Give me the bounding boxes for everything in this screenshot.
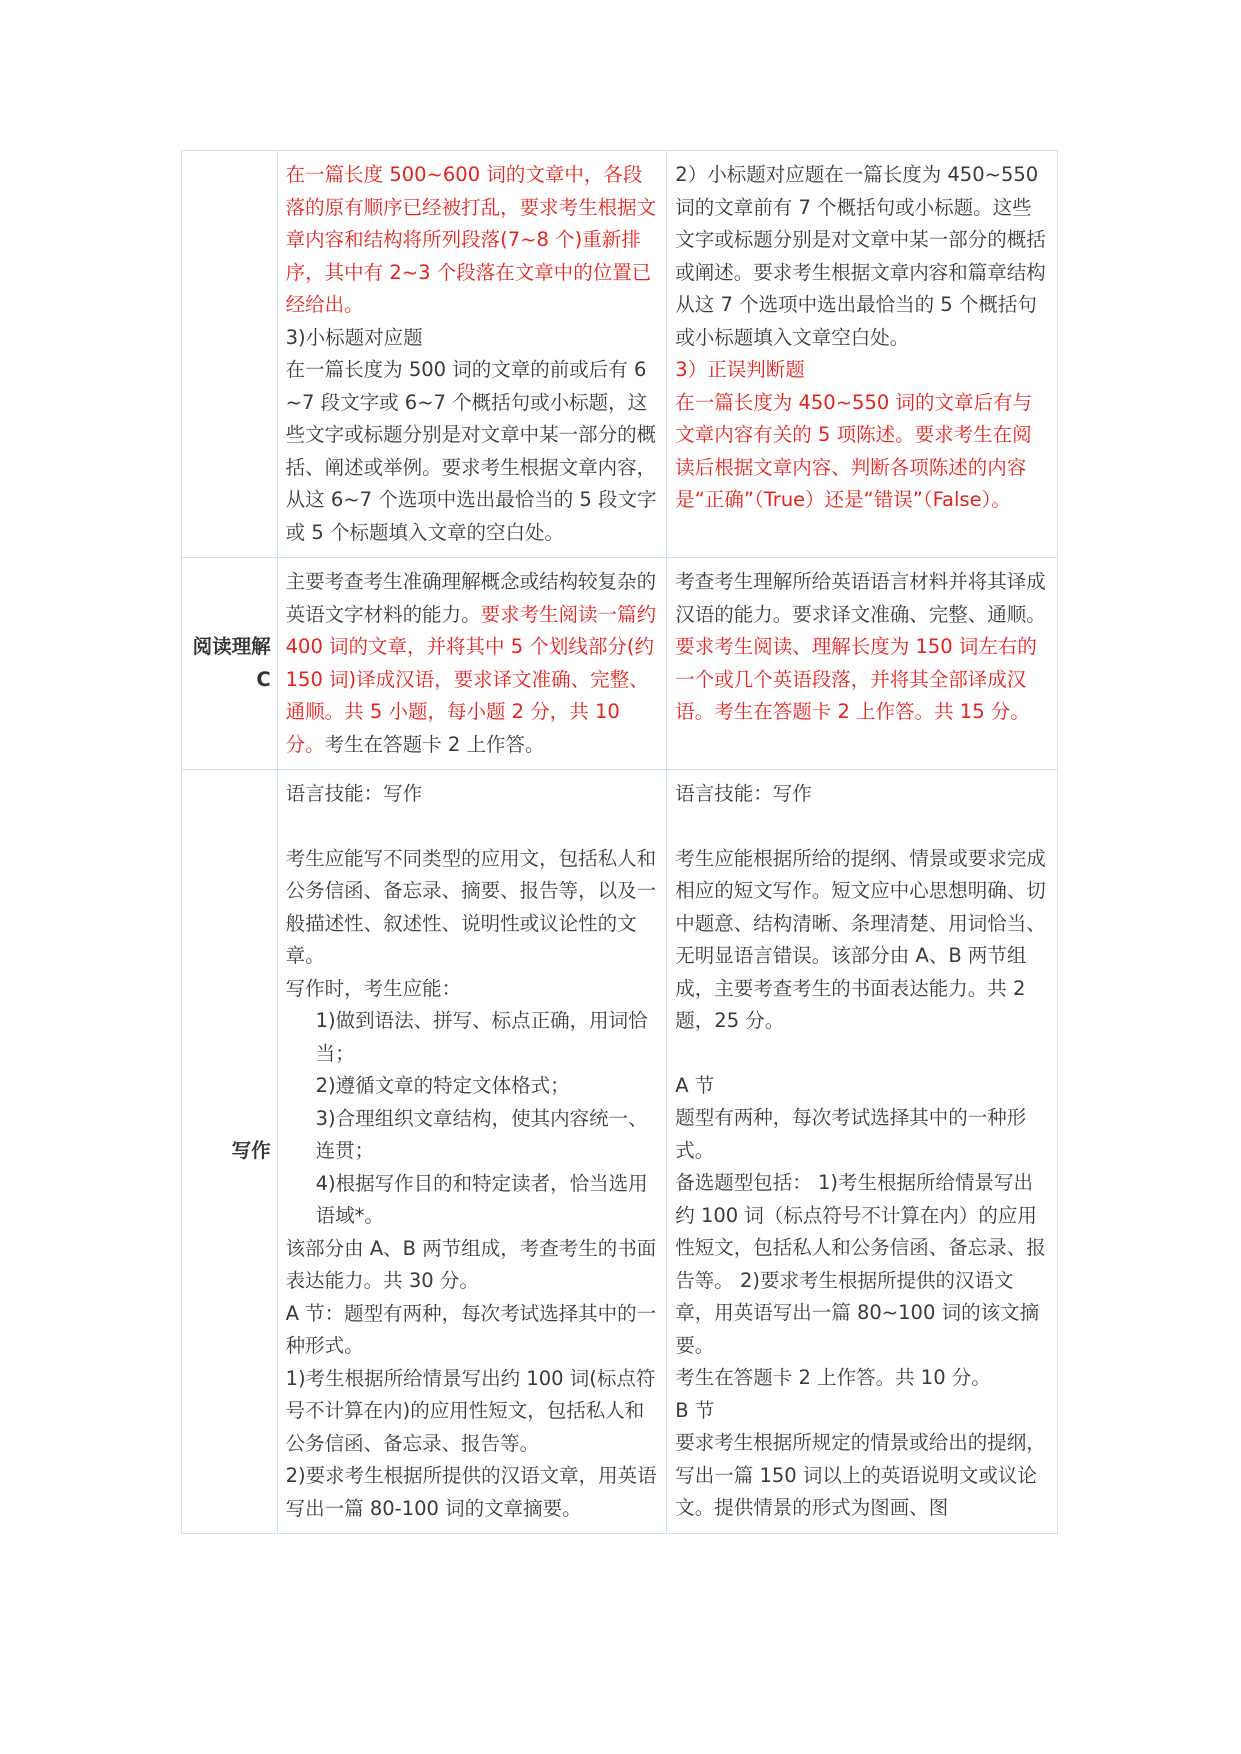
paragraph: 备选题型包括： 1)考生根据所给情景写出约 100 词（标点符号不计算在内）的应用性短文，包括私人和公务信函、备忘录、报告等。 2)要求考生根据所提供的汉语文章，用英语写出一篇 80~100 词的该文摘要。 [675, 1171, 1046, 1357]
paragraph: 3）正误判断题 [675, 358, 805, 381]
paragraph: 4)根据写作目的和特定读者，恰当选用语域*。 [315, 1171, 648, 1227]
paragraph: 语言技能：写作 [285, 782, 423, 805]
old-syllabus-cell [277, 558, 667, 770]
text-run-highlight: 要求考生阅读一篇约 400 词的文章，并将其中 5 个划线部分(约 150 词)译成汉语，要求译文准确、完整、通顺。共 5 小题，每小题 2 分，共 10 分。 [285, 602, 657, 756]
paragraph: 在一篇长度为 450~550 词的文章后有与文章内容有关的 5 项陈述。要求考生在阅读后根据文章内容、判断各项陈述的内容是“正确”（True）还是“错误”（False）。 [675, 390, 1032, 511]
spacer [286, 811, 661, 843]
paragraph: B 节 [675, 1398, 715, 1422]
paragraph: 1)做到语法、拼写、标点正确，用词恰当； [315, 1009, 648, 1065]
paragraph: 考生应能根据所给的提纲、情景或要求完成相应的短文写作。短文应中心思想明确、切中题意、结构清晰、条理清楚、用词恰当、无明显语言错误。该部分由 A、B 两节组成，主要考查考生的书面表达能力。共 2 题，25 分。 [675, 846, 1046, 1032]
paragraph: 写作时，考生应能： [285, 976, 462, 1000]
paragraph: 考查考生理解所给英语语言材料并将其译成汉语的能力。要求译文准确、完整、通顺。 [675, 570, 1046, 626]
exam-comparison-table [181, 150, 1058, 1534]
row-label: 写作 [182, 770, 278, 1534]
paragraph: 语言技能：写作 [675, 782, 812, 805]
paragraph: 考生在答题卡 2 上作答。共 10 分。 [675, 1366, 991, 1389]
table-row [182, 770, 1058, 1534]
paragraph: 在一篇长度为 500 词的文章的前或后有 6~7 段文字或 6~7 个概括句或小标题，这些文字或标题分别是对文章中某一部分的概括、阐述或举例。要求考生根据文章内容，从这 6~7 个选项中选出最恰当的 5 段文字或 5 个标题填入文章的空白处。 [285, 358, 657, 544]
paragraph: 2)遵循文章的特定文体格式； [315, 1074, 570, 1097]
row-label: 阅读理解 C [182, 558, 278, 770]
paragraph: A 节：题型有两种，每次考试选择其中的一种形式。 [285, 1301, 657, 1357]
paragraph: 题型有两种，每次考试选择其中的一种形式。 [675, 1106, 1027, 1162]
table-row [182, 151, 1058, 558]
text-run: 考生在答题卡 2 上作答。 [324, 732, 545, 756]
new-syllabus-cell [667, 151, 1058, 558]
old-syllabus-cell [277, 151, 667, 558]
paragraph: 该部分由 A、B 两节组成，考查考生的书面表达能力。共 30 分。 [285, 1236, 657, 1292]
old-syllabus-cell [277, 770, 667, 1534]
table-row [182, 558, 1058, 770]
text-run: 主要考查考生准确理解概念或结构较复杂的英语文字材料的能力。 [285, 570, 657, 626]
paragraph: 要求考生根据所规定的情景或给出的提纲，写出一篇 150 词以上的英语说明文或议论文。提供情景的形式为图画、图 [675, 1431, 1046, 1519]
new-syllabus-cell [667, 558, 1058, 770]
paragraph: 1)考生根据所给情景写出约 100 词(标点符号不计算在内)的应用性短文，包括私人和公务信函、备忘录、报告等。 [285, 1366, 656, 1455]
spacer [675, 1038, 1051, 1070]
paragraph: 2）小标题对应题在一篇长度为 450~550 词的文章前有 7 个概括句或小标题。这些文字或标题分别是对文章中某一部分的概括或阐述。要求考生根据文章内容和篇章结构从这 7 个选项中选出最恰当的 5 个概括句或小标题填入文章空白处。 [675, 163, 1046, 349]
paragraph: A 节 [675, 1073, 715, 1097]
row-label [182, 151, 278, 558]
paragraph: 2)要求考生根据所提供的汉语文章，用英语写出一篇 80-100 词的文章摘要。 [285, 1464, 657, 1520]
paragraph: 在一篇长度 500~600 词的文章中，各段落的原有顺序已经被打乱，要求考生根据文章内容和结构将所列段落(7~8 个)重新排序，其中有 2~3 个段落在文章中的位置已经给出。 [285, 163, 657, 316]
paragraph: 考生应能写不同类型的应用文，包括私人和公务信函、备忘录、摘要、报告等，以及一般描述性、叙述性、说明性或议论性的文章。 [285, 846, 657, 967]
paragraph: 要求考生阅读、理解长度为 150 词左右的一个或几个英语段落，并将其全部译成汉语。考生在答题卡 2 上作答。共 15 分。 [675, 635, 1037, 723]
paragraph: 3)小标题对应题 [285, 325, 423, 349]
paragraph: 3)合理组织文章结构，使其内容统一、连贯； [315, 1106, 648, 1162]
new-syllabus-cell [667, 770, 1058, 1534]
spacer [675, 811, 1051, 843]
